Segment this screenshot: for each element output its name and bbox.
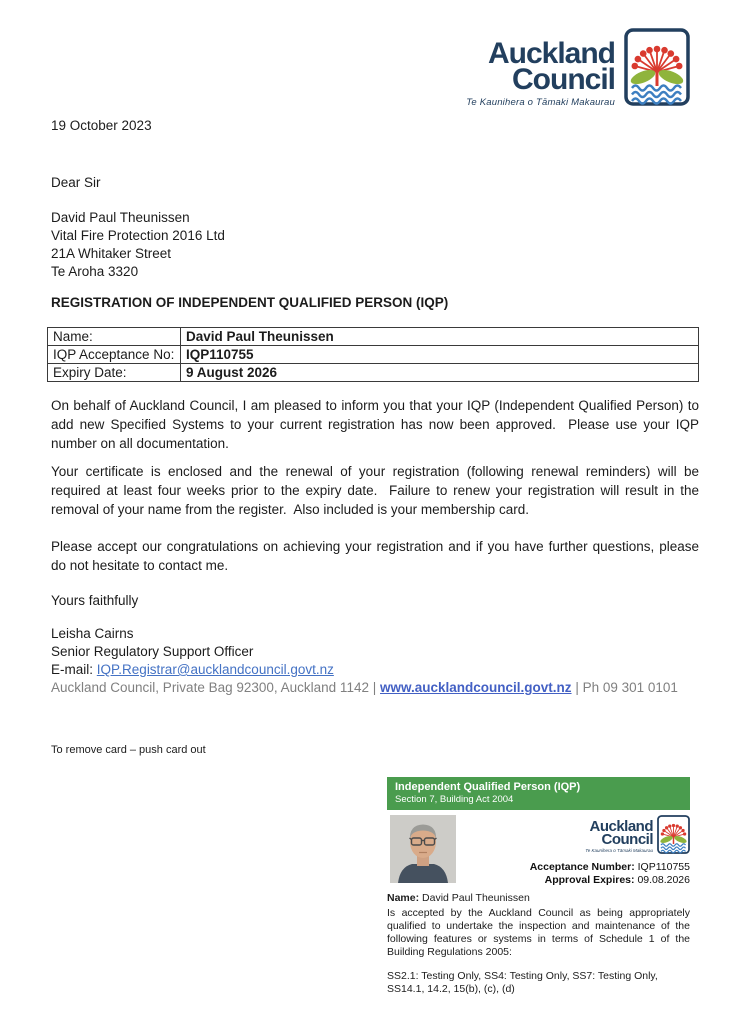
pohutukawa-emblem-icon: [624, 28, 690, 106]
council-logo: [466, 28, 690, 108]
acceptance-number-label: Acceptance Number:: [529, 861, 635, 873]
row-label: Name:: [48, 328, 181, 346]
recipient-company: Vital Fire Protection 2016 Ltd: [51, 228, 225, 243]
logo-line1: Auckland: [487, 37, 615, 70]
card-subtitle: Section 7, Building Act 2004: [395, 794, 514, 805]
logo-tagline: Te Kaunihera o Tāmaki Makaurau: [466, 97, 615, 108]
logo-line2: Council: [512, 63, 615, 96]
recipient-street: 21A Whitaker Street: [51, 246, 172, 261]
table-row-name: [48, 328, 699, 346]
card-right-column: [530, 815, 690, 887]
row-value: 9 August 2026: [181, 364, 699, 382]
letter-date: 19 October 2023: [51, 118, 152, 133]
card-name-value: David Paul Theunissen: [422, 892, 530, 904]
signer-name: Leisha Cairns: [51, 626, 134, 641]
card-logo-line2: Council: [601, 831, 653, 848]
card-council-wordmark: [585, 820, 653, 853]
registration-table: [47, 327, 699, 382]
table-row-expiry: [48, 364, 699, 382]
card-council-logo: [530, 815, 690, 854]
email-label: E-mail:: [51, 662, 94, 677]
council-wordmark: [466, 37, 615, 108]
website-link[interactable]: www.aucklandcouncil.govt.nz: [380, 680, 572, 695]
subject-heading: REGISTRATION OF INDEPENDENT QUALIFIED PERSON (IQP): [51, 295, 449, 310]
approval-expires-value: 09.08.2026: [637, 874, 690, 886]
salutation: Dear Sir: [51, 175, 101, 190]
footer-separator: |: [575, 680, 579, 695]
card-holder-name-line: [387, 892, 690, 905]
closing: Yours faithfully: [51, 593, 139, 608]
iqp-membership-card: [387, 777, 690, 996]
footer-separator: |: [372, 680, 377, 695]
card-pohutukawa-emblem-icon: [657, 815, 690, 854]
signer-title: Senior Regulatory Support Officer: [51, 644, 254, 659]
card-photo-row: [387, 810, 690, 887]
body-paragraph-1: On behalf of Auckland Council, I am pleased to inform you that your IQP (Independent Qualified Person) to add new Specified Systems to your current registration has now been approved. Please use your IQP number on all documentation.: [51, 398, 699, 451]
recipient-name: David Paul Theunissen: [51, 210, 190, 225]
recipient-address: [51, 209, 225, 281]
footer-address: Auckland Council, Private Bag 92300, Auckland 1142: [51, 680, 369, 695]
approval-expires-label: Approval Expires:: [544, 874, 635, 886]
recipient-city: Te Aroha 3320: [51, 264, 139, 279]
footer-phone: Ph 09 301 0101: [582, 680, 678, 695]
card-qualification-text: Is accepted by the Auckland Council as being appropriately qualified to undertake the inspection and maintenance of the following features or systems in terms of Schedule 1 of the Building Regulations 2005:: [387, 907, 690, 958]
row-value: David Paul Theunissen: [181, 328, 699, 346]
acceptance-number-value: IQP110755: [637, 861, 690, 873]
card-logo-tagline: Te Kaunihera o Tāmaki Makaurau: [585, 848, 653, 853]
row-label: IQP Acceptance No:: [48, 346, 181, 364]
acceptance-number-line: [530, 861, 690, 874]
email-link[interactable]: IQP.Registrar@aucklandcouncil.govt.nz: [96, 662, 334, 677]
contact-footer: [51, 678, 678, 697]
body-paragraph-3: Please accept our congratulations on achieving your registration and if you have further questions, please do not hesitate to contact me.: [51, 539, 699, 573]
table-row-acceptance-no: [48, 346, 699, 364]
portrait-photo: [390, 815, 456, 883]
card-title: Independent Qualified Person (IQP): [395, 781, 581, 793]
body-paragraph-2: Your certificate is enclosed and the renewal of your registration (following renewal reminders) will be required at least four weeks prior to the expiry date. Failure to renew your registration will result in the removal of your name from the register. Also included is your membership card.: [51, 464, 699, 517]
row-value: IQP110755: [181, 346, 699, 364]
card-systems-list: SS2.1: Testing Only, SS4: Testing Only, SS7: Testing Only, SS14.1, 14.2, 15(b), (c), (d): [387, 970, 658, 995]
card-header: [387, 777, 690, 810]
email-line: [51, 660, 334, 679]
approval-expires-line: [530, 874, 690, 887]
card-removal-note: To remove card – push card out: [51, 744, 206, 756]
card-name-label: Name:: [387, 892, 420, 904]
card-logo-line1: Auckland: [589, 818, 653, 835]
row-label: Expiry Date:: [48, 364, 181, 382]
